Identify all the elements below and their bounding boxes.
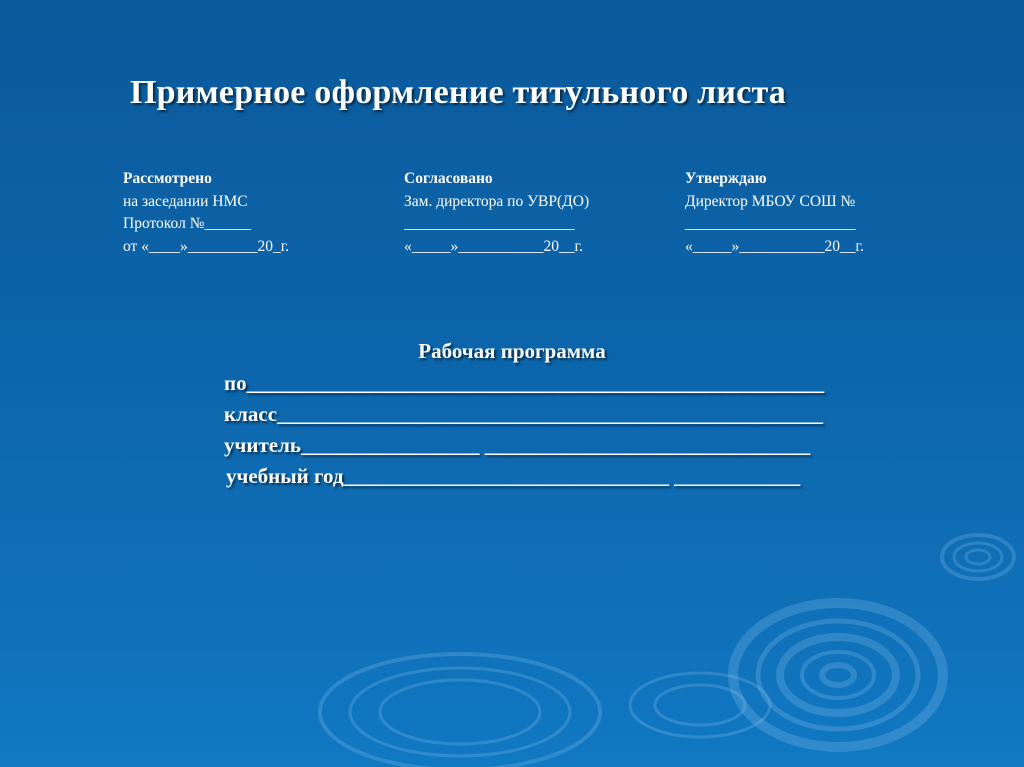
program-fields [224,368,824,492]
column-line: Директор МБОУ СОШ № [685,192,856,210]
column-line: от «____»_________20_г. [123,237,290,255]
field-class: класс____________________________________________________ [224,402,824,426]
slide-title: Примерное оформление титульного листа [130,74,787,111]
approval-column-approved [685,168,864,258]
column-line: ______________________ [404,215,575,232]
field-school-year: учебный год_______________________________ ____________ [226,464,801,488]
field-subject: по_______________________________________________________ [224,371,825,395]
approval-column-reviewed [123,168,289,258]
column-line: Протокол №______ [123,215,251,232]
column-line: Зам. директора по УВР(ДО) [404,192,590,210]
column-heading: Утверждаю [685,170,767,187]
column-line: ______________________ [685,215,856,232]
approval-column-agreed [404,168,589,258]
column-line: «_____»___________20__г. [404,237,583,255]
column-line: на заседании НМС [123,192,248,210]
column-line: «_____»___________20__г. [685,237,864,255]
column-heading: Рассмотрено [123,170,212,187]
program-title: Рабочая программа [418,339,606,363]
field-teacher: учитель_________________ _______________________________ [224,433,811,457]
column-heading: Согласовано [404,170,493,187]
